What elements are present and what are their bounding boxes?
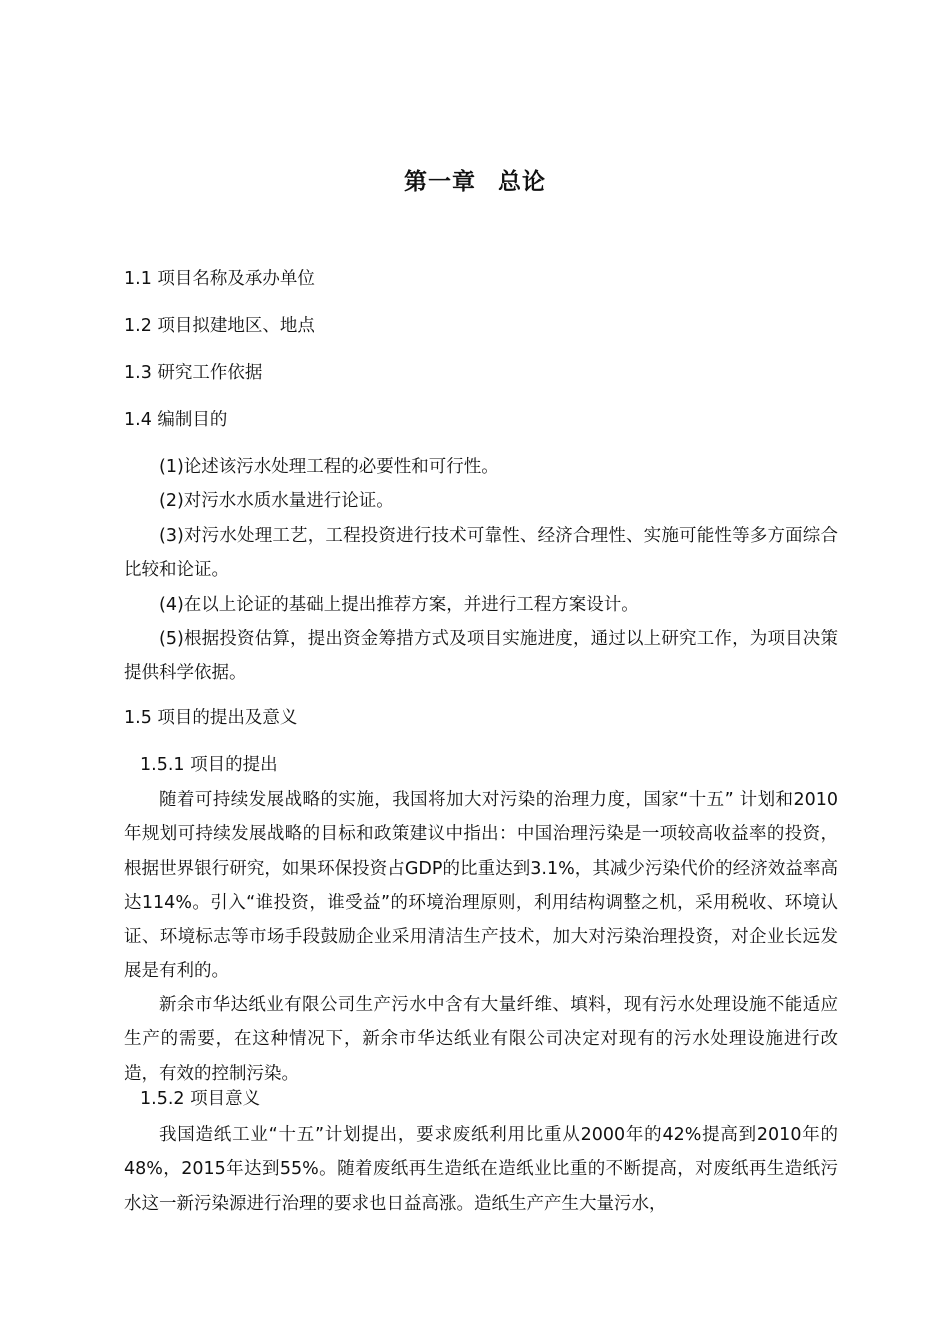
- section-heading-1-3: 1.3 研究工作依据: [124, 363, 263, 383]
- purpose-item-5: (5)根据投资估算，提出资金筹措方式及项目实施进度，通过以上研究工作，为项目决策提供科学依据。: [124, 629, 838, 684]
- subsection-heading-1-5-1: 1.5.1 项目的提出: [140, 755, 278, 775]
- purpose-item-3: (3)对污水处理工艺，工程投资进行技术可靠性、经济合理性、实施可能性等多方面综合比较和论证。: [124, 526, 838, 581]
- section-heading-1-4: 1.4 编制目的: [124, 410, 228, 430]
- subsection-heading-1-5-2: 1.5.2 项目意义: [140, 1089, 261, 1109]
- purpose-item-1: (1)论述该污水处理工程的必要性和可行性。: [159, 457, 499, 477]
- purpose-item-4: (4)在以上论证的基础上提出推荐方案，并进行工程方案设计。: [159, 595, 639, 615]
- section-heading-1-1: 1.1 项目名称及承办单位: [124, 269, 315, 289]
- purpose-item-2: (2)对污水水质水量进行论证。: [159, 491, 394, 511]
- body-paragraph-1: 随着可持续发展战略的实施，我国将加大对污染的治理力度，国家“十五” 计划和2010年规划可持续发展战略的目标和政策建议中指出：中国治理污染是一项较高收益率的投资，根据世界银行研究，如果环保投资占GDP的比重达到3.1%，其减少污染代价的经济效益率高达114%。引入“谁投资，谁受益”的环境治理原则，利用结构调整之机，采用税收、环境认证、环境标志等市场手段鼓励企业采用清洁生产技术，加大对污染治理投资，对企业长远发展是有利的。: [124, 790, 838, 982]
- chapter-title: [0, 163, 950, 196]
- body-paragraph-2: 新余市华达纸业有限公司生产污水中含有大量纤维、填料，现有污水处理设施不能适应生产的需要，在这种情况下，新余市华达纸业有限公司决定对现有的污水处理设施进行改造，有效的控制污染。: [124, 995, 838, 1084]
- section-heading-1-5: 1.5 项目的提出及意义: [124, 708, 298, 728]
- section-heading-1-2: 1.2 项目拟建地区、地点: [124, 316, 315, 336]
- body-paragraph-3: 我国造纸工业“十五”计划提出，要求废纸利用比重从2000年的42%提高到2010年的48%，2015年达到55%。随着废纸再生造纸在造纸业比重的不断提高，对废纸再生造纸污水这一新污染源进行治理的要求也日益高涨。造纸生产产生大量污水，: [124, 1125, 838, 1214]
- chapter-number: 第一章: [404, 169, 476, 195]
- chapter-name: 总论: [498, 169, 546, 195]
